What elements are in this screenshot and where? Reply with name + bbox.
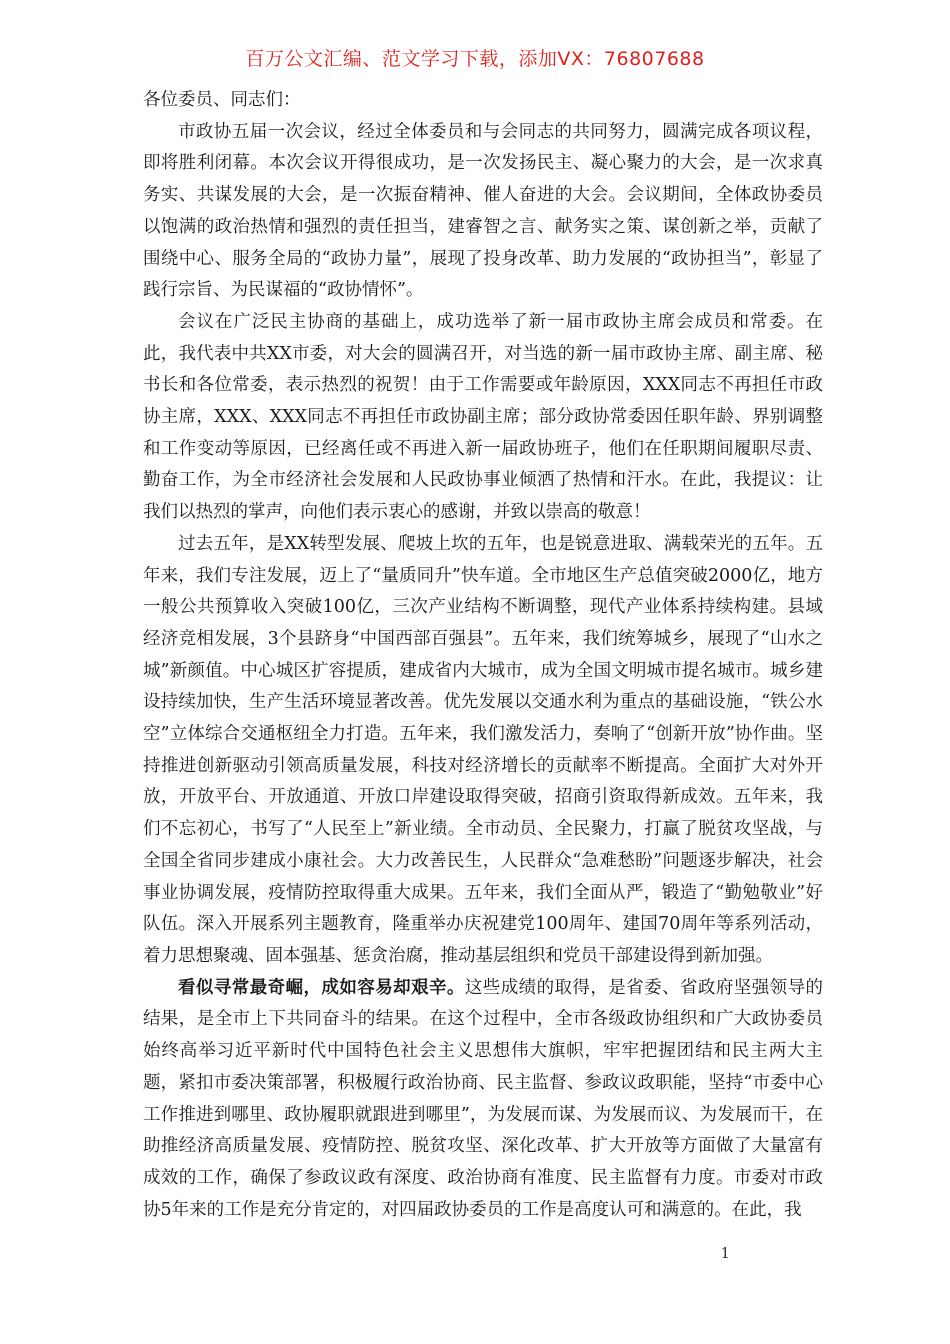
paragraph-2 (143, 307, 823, 529)
header-banner: 百万公文汇编、范文学习下载，添加VX：76807688 (245, 48, 705, 70)
paragraph-4-lead: 看似寻常最奇崛，成如容易却艰辛。 (178, 977, 465, 998)
paragraph-4-text: 这些成绩的取得，是省委、省政府坚强领导的结果，是全市上下共同奋斗的结果。在这个过程中，全市各级政协组织和广大政协委员始终高举习近平新时代中国特色社会主义思想伟大旗帜，牢牢把握团结和民主两大主题，紧扣市委决策部署，积极履行政治协商、民主监督、参政议政职能，坚持“市委中心工作推进到哪里、政协履职就跟进到哪里”，为发展而谋、为发展而议、为发展而干，在助推经济高质量发展、疫情防控、脱贫攻坚、深化改革、扩大开放等方面做了大量富有成效的工作，确保了参政议政有深度、政治协商有准度、民主监督有力度。市委对市政协5年来的工作是充分肯定的，对四届政协委员的工作是高度认可和满意的。在此，我 (143, 977, 824, 1220)
salutation: 各位委员、同志们： (143, 90, 301, 110)
paragraph-4 (143, 973, 823, 1227)
paragraph-2-text: 会议在广泛民主协商的基础上，成功选举了新一届市政协主席会成员和常委。在此，我代表中共XX市委，对大会的圆满召开，对当选的新一届市政协主席、副主席、秘书长和各位常委，表示热烈的祝贺！由于工作需要或年龄原因，XXX同志不再担任市政协主席，XXX、XXX同志不再担任市政协副主席；部分政协常委因任职年龄、界别调整和工作变动等原因，已经离任或不再进入新一届政协班子，他们在任职期间履职尽责、勤奋工作，为全市经济社会发展和人民政协事业倾洒了热情和汗水。在此，我提议：让我们以热烈的掌声，向他们表示衷心的感谢，并致以崇高的敬意！ (143, 311, 823, 523)
document-body (143, 85, 823, 1226)
paragraph-1 (143, 117, 823, 307)
page-number: 1 (720, 1244, 730, 1262)
paragraph-3-text: 过去五年，是XX转型发展、爬坡上坎的五年，也是锐意进取、满载荣光的五年。五年来，我们专注发展，迈上了“量质同升”快车道。全市地区生产总值突破2000亿，地方一般公共预算收入突破100亿，三次产业结构不断调整，现代产业体系持续构建。县域经济竞相发展，3个县跻身“中国西部百强县”。五年来，我们统筹城乡，展现了“山水之城”新颜值。中心城区扩容提质，建成省内大城市，成为全国文明城市提名城市。城乡建设持续加快，生产生活环境显著改善。优先发展以交通水利为重点的基础设施，“铁公水空”立体综合交通枢纽全力打造。五年来，我们激发活力，奏响了“创新开放”协作曲。坚持推进创新驱动引领高质量发展，科技对经济增长的贡献率不断提高。全面扩大对外开放，开放平台、开放通道、开放口岸建设取得突破，招商引资取得新成效。五年来，我们不忘初心，书写了“人民至上”新业绩。全市动员、全民聚力，打赢了脱贫攻坚战，与全国全省同步建成小康社会。大力改善民生，人民群众“急难愁盼”问题逐步解决，社会事业协调发展，疫情防控取得重大成果。五年来，我们全面从严，锻造了“勤勉敬业”好队伍。深入开展系列主题教育，隆重举办庆祝建党100周年、建国70周年等系列活动，着力思想聚魂、固本强基、惩贪治腐，推动基层组织和党员干部建设得到新加强。 (143, 533, 823, 966)
paragraph-1-text: 市政协五届一次会议，经过全体委员和与会同志的共同努力，圆满完成各项议程，即将胜利闭幕。本次会议开得很成功，是一次发扬民主、凝心聚力的大会，是一次求真务实、共谋发展的大会，是一次振奋精神、催人奋进的大会。会议期间，全体政协委员以饱满的政治热情和强烈的责任担当，建睿智之言、献务实之策、谋创新之举，贡献了围绕中心、服务全局的“政协力量”，展现了投身改革、助力发展的“政协担当”，彰显了践行宗旨、为民谋福的“政协情怀”。 (143, 121, 823, 301)
paragraph-3 (143, 529, 823, 973)
